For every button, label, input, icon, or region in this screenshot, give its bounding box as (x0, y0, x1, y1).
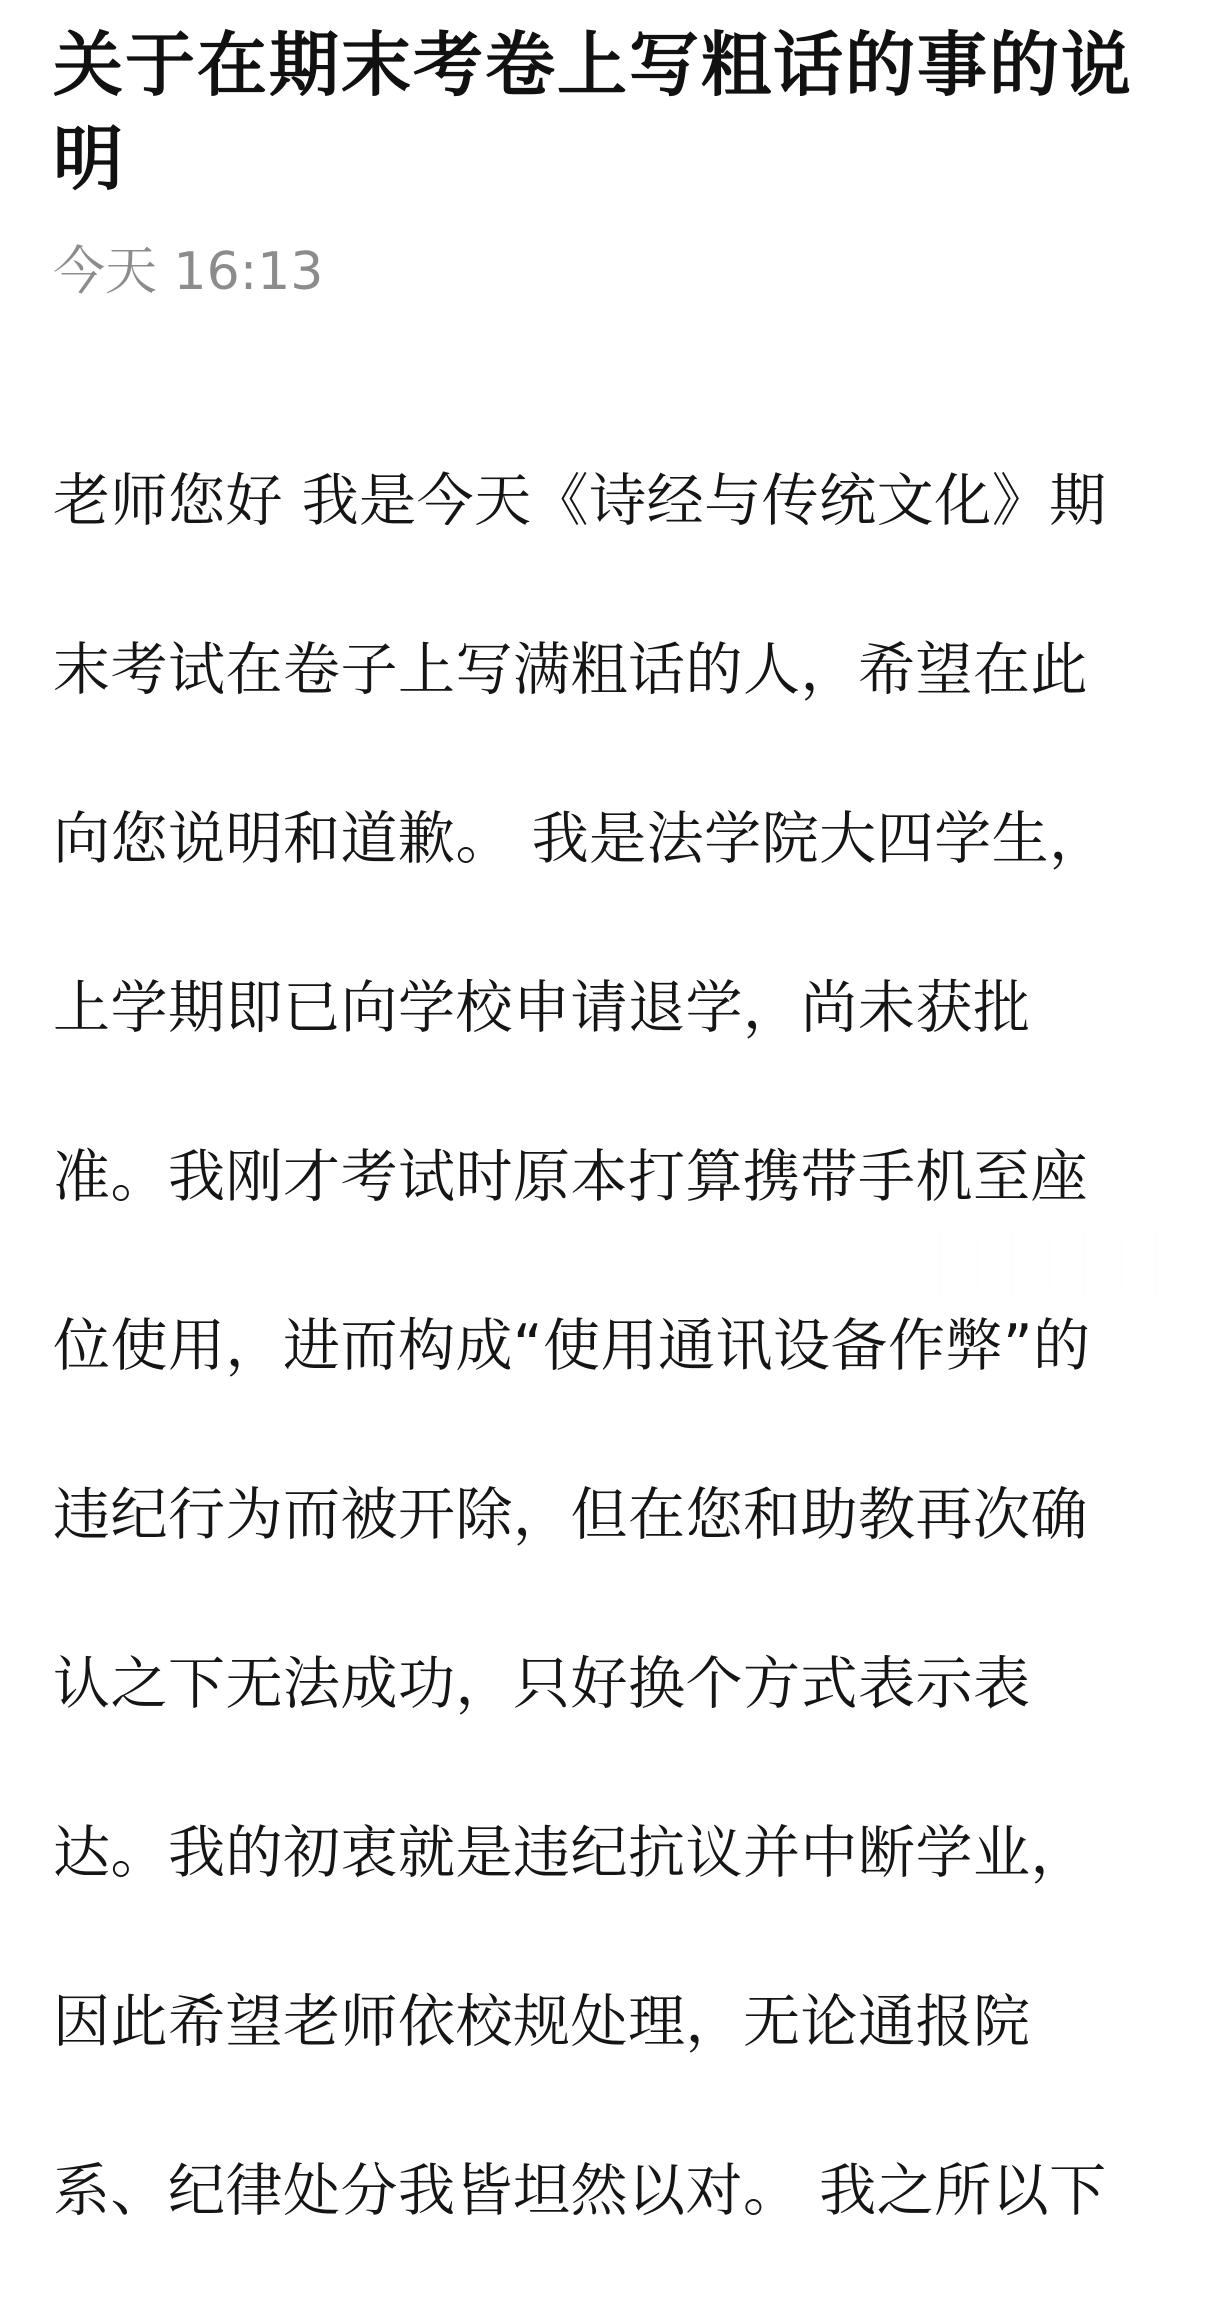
body-line: 准。我刚才考试时原本打算携带手机至座 (53, 1143, 1088, 1210)
body-line: 因此希望老师依校规处理，无论通报院 (53, 1988, 1031, 2055)
article-title: 关于在期末考卷上写粗话的事的说明 (53, 24, 1133, 200)
article-timestamp: 今天 16:13 (53, 242, 324, 302)
body-line: 末考试在卷子上写满粗话的人，希望在此 (53, 636, 1088, 703)
body-line: 位使用，进而构成“使用通讯设备作弊”的 (53, 1312, 1091, 1379)
body-line: 上学期即已向学校申请退学，尚未获批 (53, 974, 1031, 1041)
body-line: 老师您好 我是今天《诗经与传统文化》期 (53, 467, 1107, 534)
body-line: 违纪行为而被开除，但在您和助教再次确 (53, 1481, 1088, 1548)
body-line: 认之下无法成功，只好换个方式表示表 (53, 1650, 1031, 1717)
article (53, 18, 1173, 2224)
blur-overlay (812, 1228, 1172, 1300)
body-line: 达。我的初衷就是违纪抗议并中断学业， (53, 1819, 1088, 1886)
body-line: 向您说明和道歉。 我是法学院大四学生， (53, 805, 1107, 872)
article-body (53, 374, 1173, 2224)
body-line: 系、纪律处分我皆坦然以对。 我之所以下 (53, 2157, 1107, 2224)
